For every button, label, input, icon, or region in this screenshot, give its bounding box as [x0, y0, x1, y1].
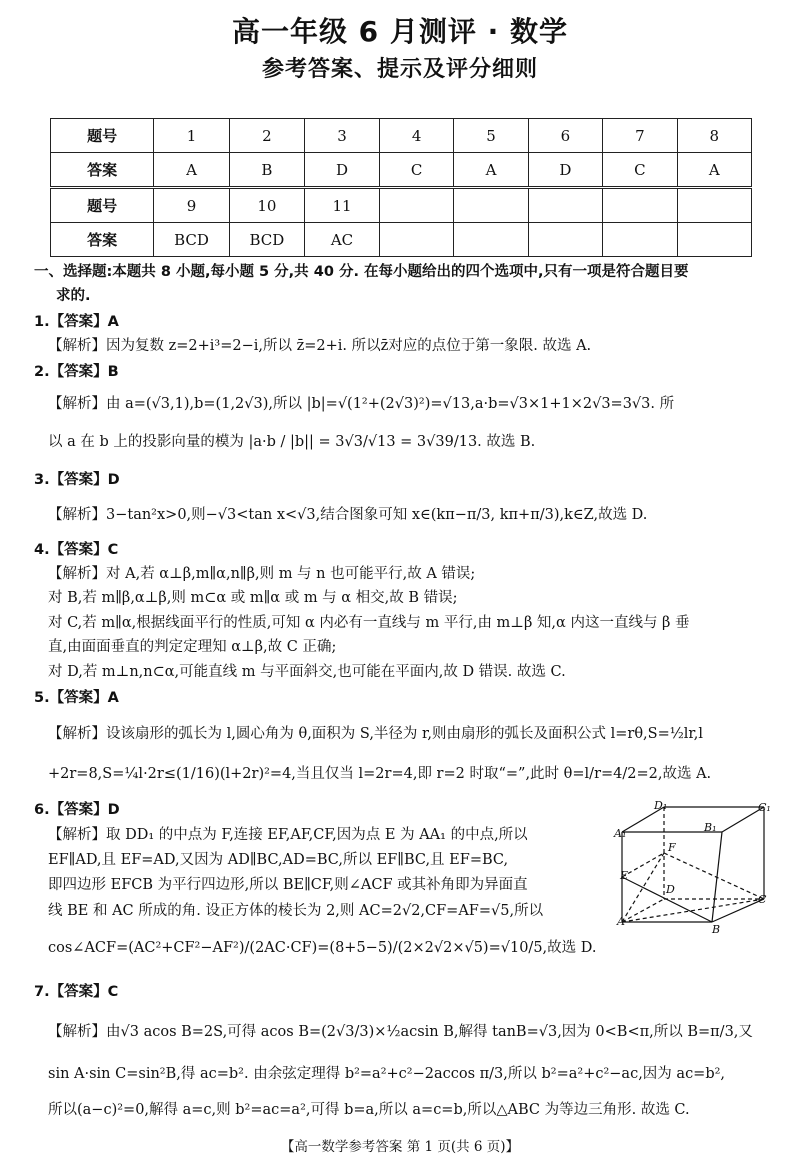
- table-cell: [379, 223, 453, 257]
- table-cell: 4: [379, 119, 453, 153]
- table-cell: A: [454, 153, 528, 188]
- table-cell: [677, 188, 751, 223]
- explanation-text: EF∥AD,且 EF=AD,又因为 AD∥BC,AD=BC,所以 EF∥BC,且 EF=BC,: [48, 852, 509, 868]
- table-cell: [603, 223, 677, 257]
- table-cell: A: [677, 153, 751, 188]
- figure-label: C₁: [758, 801, 771, 814]
- table-cell: [677, 223, 751, 257]
- table-cell: C: [603, 153, 677, 188]
- explanation-text: 对 B,若 m∥β,α⊥β,则 m⊂α 或 m∥α 或 m 与 α 相交,故 B 错误;: [48, 590, 458, 606]
- table-cell: 11: [305, 188, 380, 223]
- explanation-text: 【解析】因为复数 z=2+i³=2−i,所以 z̄=2+i. 所以z̄对应的点位于第一象限. 故选 A.: [48, 338, 592, 354]
- explanation-text: 【解析】由√3 acos B=2S,可得 acos B=(2√3/3)×½acsin B,解得 tanB=√3,因为 0<B<π,所以 B=π/3,又: [48, 1024, 753, 1040]
- table-cell: 9: [154, 188, 229, 223]
- table-cell: 1: [154, 119, 229, 153]
- explanation-text: +2r=8,S=¼l·2r≤(1/16)(l+2r)²=4,当且仅当 l=2r=4,即 r=2 时取“=”,此时 θ=l/r=4/2=2,故选 A.: [48, 766, 712, 782]
- answer-label: 6.【答案】D: [34, 802, 120, 818]
- explanation-text: 对 C,若 m∥α,根据线面平行的性质,可知 α 内必有一直线与 m 平行,由 m⊥β 知,α 内这一直线与 β 垂: [48, 615, 690, 631]
- explanation-text: 即四边形 EFCB 为平行四边形,所以 BE∥CF,则∠ACF 或其补角即为异面直: [48, 877, 528, 893]
- figure-label: D: [666, 883, 675, 896]
- figure-label: A: [617, 915, 625, 928]
- figure-label: D₁: [654, 799, 668, 812]
- table-row: [51, 188, 752, 223]
- table-row: [51, 153, 752, 188]
- section-heading-cont: 求的.: [56, 288, 91, 304]
- table-cell: 6: [528, 119, 602, 153]
- table-cell: [454, 223, 528, 257]
- answer-label: 5.【答案】A: [34, 690, 119, 706]
- figure-label: B: [712, 923, 721, 936]
- explanation-text: 【解析】3−tan²x>0,则−√3<tan x<√3,结合图象可知 x∈(kπ−π/3, kπ+π/3),k∈Z,故选 D.: [48, 507, 648, 523]
- table-cell: 2: [229, 119, 304, 153]
- table-cell: B: [229, 153, 304, 188]
- table-cell: 10: [229, 188, 304, 223]
- figure-label: C: [758, 893, 767, 906]
- answer-label: 7.【答案】C: [34, 984, 119, 1000]
- row-label: 题号: [51, 119, 154, 153]
- table-cell: AC: [305, 223, 380, 257]
- row-label: 答案: [51, 223, 154, 257]
- table-cell: [528, 188, 602, 223]
- table-cell: BCD: [229, 223, 304, 257]
- page-subtitle: 参考答案、提示及评分细则: [261, 57, 538, 82]
- answer-label: 2.【答案】B: [34, 364, 119, 380]
- table-cell: 5: [454, 119, 528, 153]
- explanation-text: 【解析】取 DD₁ 的中点为 F,连接 EF,AF,CF,因为点 E 为 AA₁ 的中点,所以: [48, 827, 528, 843]
- table-cell: 7: [603, 119, 677, 153]
- explanation-text: 【解析】设该扇形的弧长为 l,圆心角为 θ,面积为 S,半径为 r,则由扇形的弧长及面积公式 l=rθ,S=½lr,l: [48, 726, 704, 742]
- figure-label: B₁: [704, 821, 717, 834]
- table-row: [51, 223, 752, 257]
- table-row: [51, 119, 752, 153]
- table-cell: 8: [677, 119, 751, 153]
- table-cell: BCD: [154, 223, 229, 257]
- answer-label: 1.【答案】A: [34, 314, 119, 330]
- explanation-text: 【解析】由 a=(√3,1),b=(1,2√3),所以 |b|=√(1²+(2√3)²)=√13,a·b=√3×1+1×2√3=3√3. 所: [48, 396, 675, 412]
- answer-table: [50, 118, 752, 257]
- page-footer: 【高一数学参考答案 第 1 页(共 6 页)】: [280, 1139, 520, 1155]
- answer-label: 4.【答案】C: [34, 542, 119, 558]
- table-cell: D: [528, 153, 602, 188]
- table-cell: [603, 188, 677, 223]
- table-cell: C: [379, 153, 453, 188]
- row-label: 答案: [51, 153, 154, 188]
- table-cell: A: [154, 153, 229, 188]
- explanation-text: 线 BE 和 AC 所成的角. 设正方体的棱长为 2,则 AC=2√2,CF=AF=√5,所以: [48, 903, 544, 919]
- explanation-text: sin A·sin C=sin²B,得 ac=b². 由余弦定理得 b²=a²+c²−2accos π/3,所以 b²=a²+c²−ac,因为 ac=b²,: [48, 1066, 726, 1082]
- figure-label: E: [620, 869, 629, 882]
- explanation-text: 对 D,若 m⊥n,n⊂α,可能直线 m 与平面斜交,也可能在平面内,故 D 错误. 故选 C.: [48, 664, 566, 680]
- table-cell: D: [305, 153, 380, 188]
- section-heading: 一、选择题:本题共 8 小题,每小题 5 分,共 40 分. 在每小题给出的四个选项中,只有一项是符合题目要: [34, 264, 689, 280]
- explanation-text: 直,由面面垂直的判定定理知 α⊥β,故 C 正确;: [48, 639, 337, 655]
- answer-label: 3.【答案】D: [34, 472, 120, 488]
- table-cell: [528, 223, 602, 257]
- explanation-text: 所以(a−c)²=0,解得 a=c,则 b²=ac=a²,可得 b=a,所以 a=c=b,所以△ABC 为等边三角形. 故选 C.: [48, 1102, 690, 1118]
- table-cell: [454, 188, 528, 223]
- table-cell: 3: [305, 119, 380, 153]
- cube-figure: [612, 795, 782, 940]
- page-title: 高一年级 6 月测评 · 数学: [231, 15, 569, 48]
- explanation-text: 【解析】对 A,若 α⊥β,m∥α,n∥β,则 m 与 n 也可能平行,故 A 错误;: [48, 566, 476, 582]
- figure-label: A₁: [614, 827, 627, 840]
- explanation-text: cos∠ACF=(AC²+CF²−AF²)/(2AC·CF)=(8+5−5)/(2×2√2×√5)=√10/5,故选 D.: [48, 940, 597, 956]
- row-label: 题号: [51, 188, 154, 223]
- explanation-text: 以 a 在 b 上的投影向量的模为 |a·b / |b|| = 3√3/√13 = 3√39/13. 故选 B.: [48, 434, 536, 450]
- table-cell: [379, 188, 453, 223]
- figure-label: F: [668, 841, 676, 854]
